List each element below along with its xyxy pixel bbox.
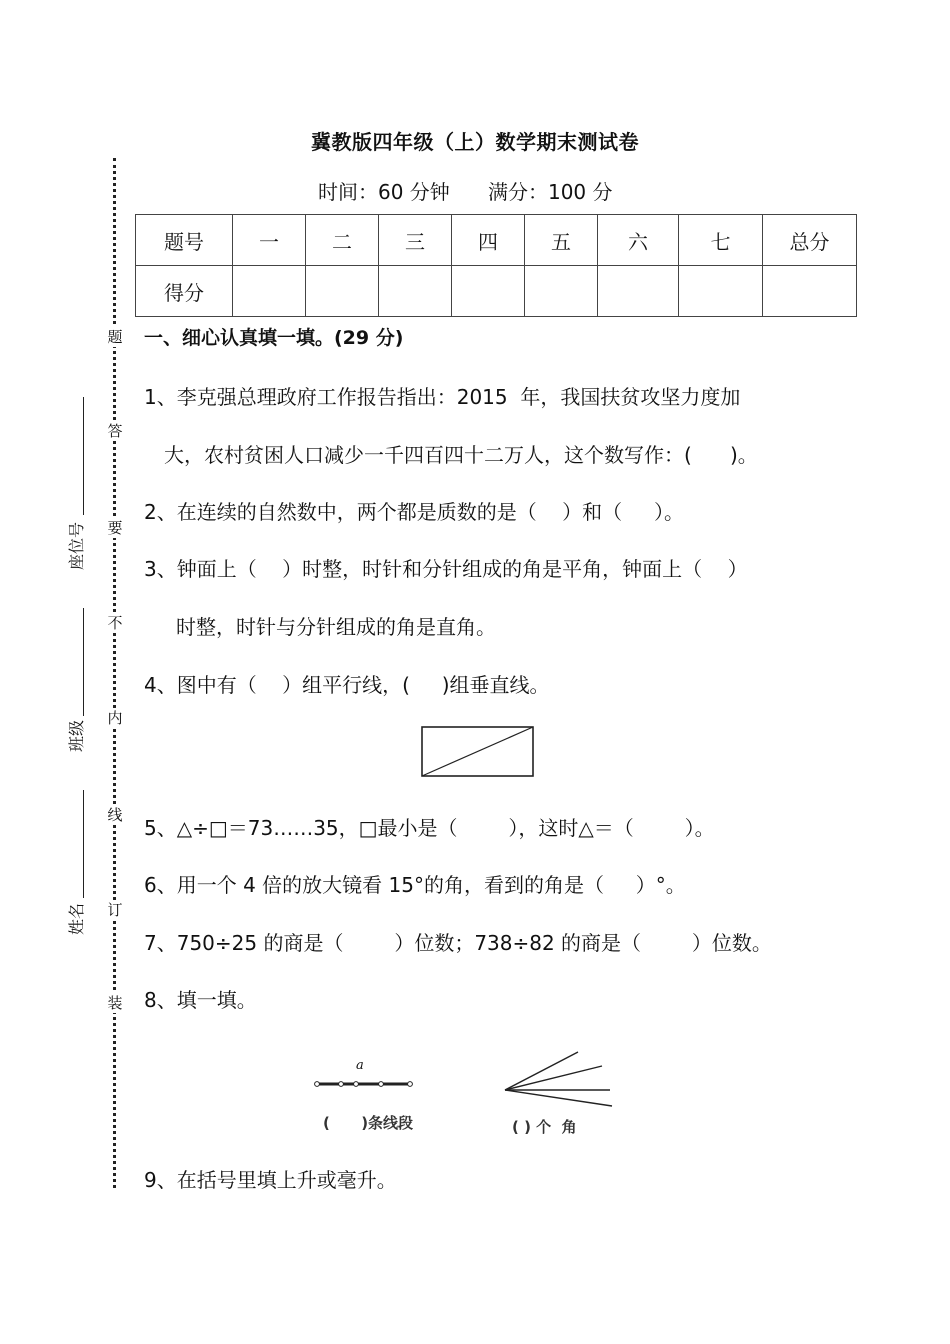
score-cell[interactable] bbox=[379, 266, 452, 317]
binding-char-8: 装 bbox=[105, 993, 125, 1013]
question-1-line-1: 1、李克强总理政府工作报告指出：2015 年，我国扶贫攻坚力度加 bbox=[144, 385, 741, 409]
binding-dotted-line bbox=[113, 158, 116, 1188]
score-header-row bbox=[136, 215, 857, 266]
question-3-line-2: 时整，时针与分针组成的角是直角。 bbox=[176, 615, 496, 639]
score-row-label: 得分 bbox=[136, 266, 233, 317]
header-cell: 总分 bbox=[763, 215, 857, 266]
binding-char-2: 答 bbox=[105, 421, 125, 441]
time-limit: 时间：60 分钟 bbox=[318, 180, 450, 204]
class-line bbox=[83, 608, 84, 716]
rectangle-diagonal-figure bbox=[420, 725, 536, 779]
binding-char-7: 订 bbox=[105, 900, 125, 920]
header-cell: 题号 bbox=[136, 215, 233, 266]
question-2: 2、在连续的自然数中，两个都是质数的是（ ）和（ ）。 bbox=[144, 500, 684, 524]
class-label: 班级 bbox=[67, 719, 86, 752]
section-heading: 一、细心认真填一填。(29 分) bbox=[144, 327, 404, 349]
score-cell[interactable] bbox=[763, 266, 857, 317]
segment-figure-label: a bbox=[356, 1058, 364, 1073]
segment-figure bbox=[310, 1076, 420, 1092]
binding-char-3: 要 bbox=[105, 518, 125, 538]
page-title: 冀教版四年级（上）数学期末测试卷 bbox=[311, 130, 639, 154]
score-cell[interactable] bbox=[233, 266, 306, 317]
header-cell: 六 bbox=[598, 215, 679, 266]
angle-figure bbox=[500, 1048, 618, 1112]
header-cell: 七 bbox=[679, 215, 763, 266]
question-3-line-1: 3、钟面上（ ）时整，时针和分针组成的角是平角，钟面上（ ） bbox=[144, 557, 748, 581]
score-cell[interactable] bbox=[679, 266, 763, 317]
header-cell: 四 bbox=[452, 215, 525, 266]
score-cell[interactable] bbox=[306, 266, 379, 317]
name-line bbox=[83, 790, 84, 898]
question-4: 4、图中有（ ）组平行线，( )组垂直线。 bbox=[144, 673, 550, 697]
score-row bbox=[136, 266, 857, 317]
header-cell: 三 bbox=[379, 215, 452, 266]
question-5: 5、△÷□＝73……35，□最小是（ ），这时△＝（ ）。 bbox=[144, 816, 715, 840]
exam-meta bbox=[318, 176, 613, 205]
question-1-line-2: 大，农村贫困人口减少一千四百四十二万人，这个数写作：( )。 bbox=[164, 443, 758, 467]
seat-number-label: 座位号 bbox=[67, 521, 86, 570]
full-score: 满分：100 分 bbox=[487, 180, 613, 204]
score-cell[interactable] bbox=[525, 266, 598, 317]
score-cell[interactable] bbox=[598, 266, 679, 317]
question-8: 8、填一填。 bbox=[144, 988, 257, 1012]
header-cell: 一 bbox=[233, 215, 306, 266]
binding-char-4: 不 bbox=[105, 613, 125, 633]
binding-char-1: 题 bbox=[105, 327, 125, 347]
angle-figure-caption: ( ) 个 角 bbox=[512, 1118, 577, 1136]
binding-char-5: 内 bbox=[105, 708, 125, 728]
segment-figure-caption: ( )条线段 bbox=[323, 1114, 414, 1132]
header-cell: 五 bbox=[525, 215, 598, 266]
score-table bbox=[135, 214, 857, 317]
question-9: 9、在括号里填上升或毫升。 bbox=[144, 1168, 397, 1192]
binding-char-6: 线 bbox=[105, 805, 125, 825]
name-label: 姓名 bbox=[67, 902, 86, 935]
seat-number-line bbox=[83, 397, 84, 515]
score-cell[interactable] bbox=[452, 266, 525, 317]
question-6: 6、用一个 4 倍的放大镜看 15°的角，看到的角是（ ）°。 bbox=[144, 873, 686, 897]
header-cell: 二 bbox=[306, 215, 379, 266]
question-7: 7、750÷25 的商是（ ）位数；738÷82 的商是（ ）位数。 bbox=[144, 931, 772, 955]
